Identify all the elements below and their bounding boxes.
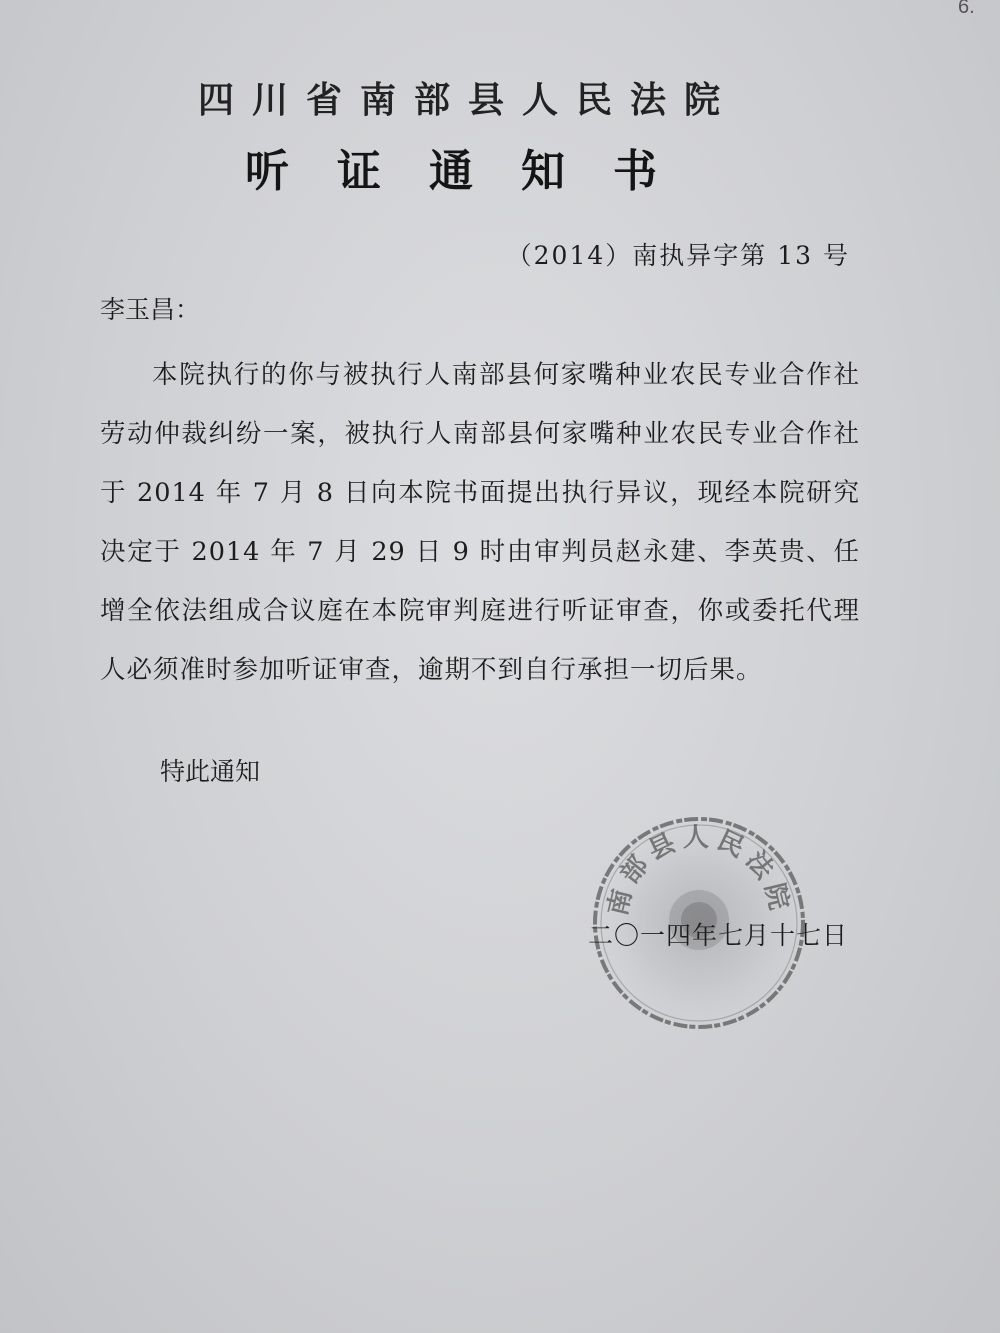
court-name-heading: 四川省南部县人民法院 (197, 80, 738, 121)
closing-phrase: 特此通知 (160, 757, 261, 786)
seal-text: 南部县人民法院 (602, 823, 796, 919)
recipient-name: 李玉昌： (100, 295, 201, 324)
document-title: 听证通知书 (245, 146, 705, 197)
issue-date: 二〇一四年七月十七日 (587, 921, 848, 950)
page-number-mark: 6. (958, 0, 975, 18)
notice-body: 本院执行的你与被执行人南部县何家嘴种业农民专业合作社劳动仲裁纠纷一案，被执行人南部县何家嘴种业农民专业合作社于 2014 年 7 月 8 日向本院书面提出执行异议，现经本院研究决定于 2014 年 7 月 29 日 9 时由审判员赵永建、李英贵、任增全依法组成合议庭在本院审判庭进行听证审查，你或委托代理人必须准时参加听证审查，逾期不到自行承担一切后果。 (100, 360, 860, 685)
case-number: （2014）南执异字第 13 号 (506, 241, 850, 270)
